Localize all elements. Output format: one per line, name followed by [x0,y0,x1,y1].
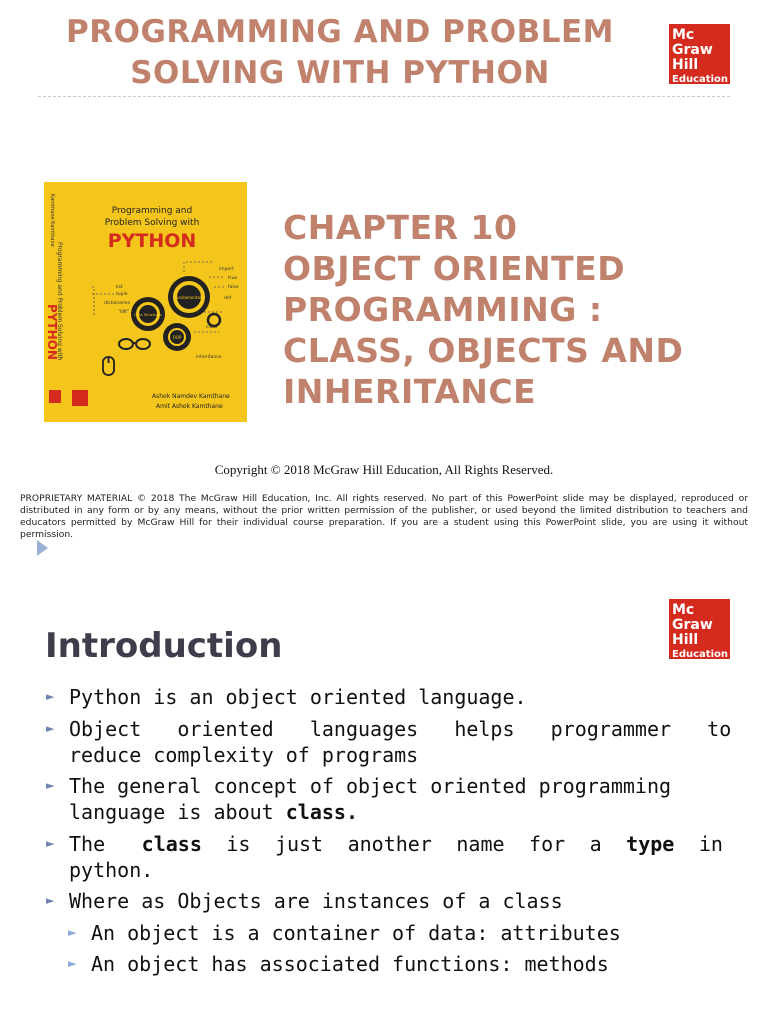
cover-spine-authors: Kamthane Kamthane [49,194,55,247]
logo-text-hill: Hill [672,632,699,648]
bullet-arrow-icon: ► [46,690,55,703]
logo-text-mc: Mc [672,27,695,43]
cover-spine-title: Programming and Problem Solving with [56,242,63,361]
cover-label-false: false [228,285,239,290]
cover-label-tuple: tuple [116,292,128,297]
chapter-line-3: PROGRAMMING : [283,290,603,329]
cover-heading-python: PYTHON [107,230,197,252]
bullet-text: name [456,831,505,856]
mouse-icon [103,357,114,375]
cover-gear-label-fundamentals: Fundamentals [174,295,204,300]
bullet-text: The general concept of object oriented programming [69,774,672,798]
bullet-text-line [69,799,723,825]
mcgraw-hill-logo [669,599,730,659]
bullet-text: language is about [69,800,286,824]
cover-heading-line-2: Problem Solving with [104,218,200,228]
chapter-line-4: CLASS, OBJECTS AND [283,331,684,370]
bullet-text: a [589,831,602,856]
sub-bullet-item [67,951,723,977]
bullet-item [45,684,723,710]
cover-front-logo [72,390,88,406]
logo-text-graw: Graw [672,42,713,58]
bullet-arrow-icon: ► [46,894,55,907]
bullet-text: reduce complexity of programs [69,742,419,767]
bullet-arrow-icon: ► [46,836,55,850]
cover-label-true: true [228,276,238,281]
bullet-text: is [226,831,251,856]
keyword-class: class [141,831,202,856]
logo-text-graw: Graw [672,617,713,633]
bullet-text: in [698,831,723,856]
keyword-type: type [626,831,675,856]
chapter-line-2: OBJECT ORIENTED [283,249,626,288]
bullet-text: Object oriented languages helps programmer to [69,716,732,741]
sub-bullet-item [67,920,723,946]
cover-spine-python: PYTHON [45,304,59,360]
bullet-text: An object has associated functions: methods [91,952,609,976]
keyword-class: class. [285,800,358,824]
bullet-item [45,773,723,825]
bullet-text: another [347,831,432,856]
cover-label-inheritance: inheritance [196,355,222,360]
bullet-text-line [69,831,723,857]
bullet-text: Where as Objects are instances of a class [69,889,563,913]
cover-author-2: Amit Ashok Kamthane [156,403,223,410]
proprietary-notice: PROPRIETARY MATERIAL © 2018 The McGraw Hill Education, Inc. All rights reserved. No part of this PowerPoint slide may be displayed, reproduced or distributed in any form or by any means, without the prior written permission of the publisher, or used beyond the limited distribution to teachers and educators permitted by McGraw Hill for their individual course preparation. If you are a student using this PowerPoint slide, you are using it without permission. [20,493,748,540]
book-cover-art [44,182,247,422]
cover-label-set: set [120,310,127,315]
bullet-text: An object is a container of data: attributes [91,920,621,945]
copyright-notice: Copyright © 2018 McGraw Hill Education, All Rights Reserved. [214,462,554,477]
bullet-text: Python is an object oriented language. [69,685,527,709]
cover-author-1: Ashok Namdev Kamthane [152,393,230,400]
bullet-item [45,716,732,768]
bullet-arrow-icon: ► [68,957,77,970]
slide-title-line-1: PROGRAMMING AND PROBLEM [66,14,614,50]
mcgraw-hill-logo [669,24,730,84]
cover-spine-logo [49,390,61,403]
cover-gear-label-oop: OOP [172,335,182,340]
cover-label-list: list [116,285,123,290]
bullet-item [45,831,723,883]
chapter-heading [283,207,743,412]
bullet-text: for [529,831,566,856]
slide-title-line-2: SOLVING WITH PYTHON [130,55,550,91]
cover-label-class: class [206,325,218,330]
bullet-text: just [274,831,324,856]
bullet-arrow-icon: ► [46,721,55,735]
chapter-line-1: CHAPTER 10 [283,208,518,247]
logo-text-mc: Mc [672,602,695,618]
cover-label-def: def [224,296,232,301]
logo-text-hill: Hill [672,57,699,73]
logo-text-education: Education [672,649,728,660]
cover-gear-label-data-structures: Data Structures [134,313,162,317]
cover-label-import: import [219,267,234,272]
glasses-icon [119,339,150,349]
bullet-arrow-icon: ► [46,779,55,792]
slide-title [20,12,660,94]
bullet-arrow-icon: ► [68,925,77,939]
next-slide-arrow-icon[interactable] [37,540,48,556]
chapter-line-5: INHERITANCE [283,372,537,411]
bullet-text: python. [69,857,154,882]
cover-label-dictionaries: dictionaries [104,301,131,306]
logo-text-education: Education [672,74,728,85]
introduction-bullets [45,684,732,983]
introduction-title: Introduction [45,626,283,666]
bullet-text: The [69,831,118,856]
book-cover-image [44,182,247,422]
header-divider [38,96,730,97]
bullet-item [45,888,723,914]
cover-heading-line-1: Programming and [111,206,193,216]
